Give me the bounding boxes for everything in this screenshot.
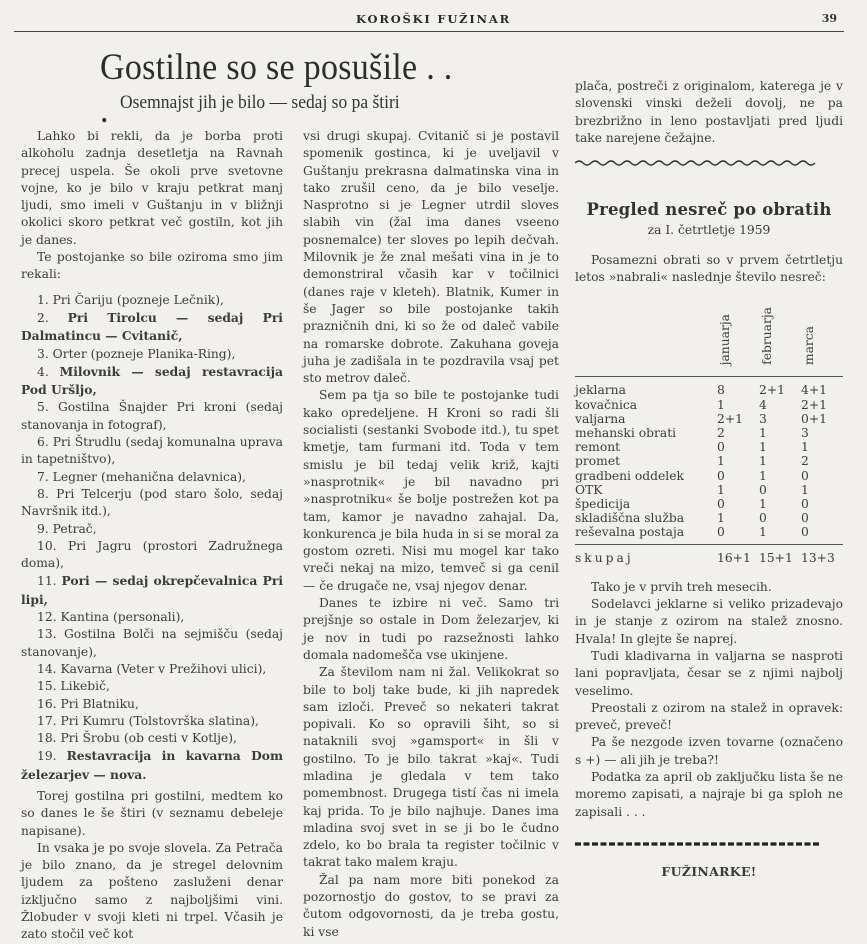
department-name: kovačnica <box>575 397 638 412</box>
total-label: skupaj <box>575 550 634 565</box>
column-3 <box>575 78 843 880</box>
accident-count: 0 <box>717 497 725 511</box>
accidents-table-body <box>575 377 843 544</box>
list-item-current: Pri Tirolcu — sedaj Pri Dalmatincu — Cvitanič, <box>21 309 283 344</box>
list-item-text: Pri Blatniku, <box>60 696 139 711</box>
list-number: 5. <box>37 400 49 415</box>
department-name: gradbeni oddelek <box>575 468 684 483</box>
inn-list-item <box>21 747 283 784</box>
list-item-current: Milovnik — sedaj restavracija Pod Uršljo, <box>21 363 283 398</box>
paragraph-placa: plača, postreči z originalom, katerega je v slovenski vinski deželi dovolj, ne pa brezbrižno in leno postavljati pred ljudi take narejene čežajne. <box>575 79 843 145</box>
table-row <box>575 525 843 544</box>
accident-count: 0 <box>801 468 809 483</box>
department-name: remont <box>575 440 621 455</box>
accident-count: 1 <box>759 525 767 540</box>
accident-count: 1 <box>717 511 725 526</box>
table-row <box>575 398 843 412</box>
list-number: 2. <box>37 310 49 325</box>
list-number: 16. <box>37 696 57 711</box>
list-item-text: Pri Štrudlu (sedaj komunalna uprava in tapetništvo), <box>21 435 283 467</box>
accident-count: 0 <box>717 440 725 455</box>
inn-list-item <box>21 486 283 521</box>
accident-count: 1 <box>717 482 725 497</box>
paragraph-vsaka: In vsaka je po svoje slovela. Za Petrača je bilo znano, da je stregel delovnim ljudem za pošteno zasluženi denar izključno samo z najboljšimi vini. Žlobuder v svoji kleti ni trpel. Včasih je zato stočil več kot <box>21 840 283 942</box>
accident-count: 0 <box>717 525 725 540</box>
list-number: 15. <box>37 679 57 694</box>
accidents-title: Pregled nesreč po obratih <box>586 200 832 220</box>
total-value: 16+1 <box>717 550 751 565</box>
column-header: januarja <box>718 313 732 366</box>
list-item-text: Legner (mehanična delavnica), <box>52 469 246 484</box>
list-item-text: Pri Kumru (Tolstovrška slatina), <box>60 713 259 728</box>
inn-list-item <box>21 626 283 661</box>
table-row <box>575 469 843 483</box>
accident-count: 1 <box>759 497 767 511</box>
list-number: 18. <box>37 731 57 746</box>
accident-count: 2 <box>801 454 809 469</box>
list-number: 1. <box>37 292 49 307</box>
accident-count: 2 <box>717 425 725 440</box>
paragraph-intro: Lahko bi rekli, da je borba proti alkoholu zadnja desetletja na Ravnah precej uspela. Še okoli prve svetovne vojne, ko je bilo v kraju petkrat manj ljudi, smo imeli v Guštanju in v bližnji okolici skoro petkrat več gostiln, kot jih je danes. <box>21 129 283 247</box>
journal-name: KOROŠKI FUŽINAR <box>356 12 511 26</box>
department-name: promet <box>575 454 621 469</box>
table-row <box>575 483 843 497</box>
inn-list-item <box>21 469 283 486</box>
department-name: valjarna <box>575 411 626 426</box>
table-row <box>575 426 843 440</box>
ornamental-divider <box>575 839 820 849</box>
accident-count: 3 <box>801 425 809 440</box>
accident-count: 1 <box>801 440 809 455</box>
list-number: 9. <box>37 521 49 536</box>
accidents-table-wrap <box>575 290 843 564</box>
inn-list-item <box>21 696 283 713</box>
list-item-text: Pri Telcerju (pod staro šolo, sedaj Navršnik itd.), <box>21 486 283 519</box>
accidents-paragraph-2: Sodelavci jeklarne si veliko prizadevajo in je stanje z ozirom na stalež znosno. Hvala! In glejte še naprej. <box>575 597 843 646</box>
inn-list-item <box>21 521 283 538</box>
table-row <box>575 377 843 398</box>
inn-list-item <box>21 678 283 695</box>
accident-count: 0 <box>759 482 767 497</box>
paragraph-vsaka-cont: vsi drugi skupaj. Cvitanič si je postavil spomenik gostinca, ki je uveljavil v Guštanju prekrasna dalmatinska vina in tako zrušil ceno, da je bilo veselje. Nasprotno si je Legner utrdil sloves slabih vin (žal ima danes vseeno posnemalce) ter sloves po lepih dečvah. Milovnik je že znal mešati vina in je to demonstriral včasih kar v točilnici (danes raje v kleteh). Blatnik, Kumer in še Jager so bile postojanke takih prazničnih dni, ki so že od daleč vabile na romarske dobrote. Zakuhana goveja juha je zadišala in te pozdravila vsaj pet sto metrov daleč. <box>303 129 559 386</box>
running-head <box>0 10 867 30</box>
accidents-paragraph-4: Preostali z ozirom na stalež in opravek: preveč, preveč! <box>575 700 843 733</box>
list-item-current: Restavracija in kavarna Dom železarjev — nova. <box>21 748 283 782</box>
accident-count: 0 <box>801 525 809 540</box>
department-name: špedicija <box>575 497 631 511</box>
accident-count: 1 <box>717 454 725 469</box>
accident-count: 0 <box>717 468 725 483</box>
list-item-text: Pri Jagru (prostori Zadružnega doma), <box>21 538 283 571</box>
paragraph-torej: Torej gostilna pri gostilni, medtem ko so danes le še štiri (v seznamu debeleje napisane). <box>21 788 283 838</box>
page-number: 39 <box>821 12 837 25</box>
list-item-current: Pori — sedaj okrepčevalnica Pri lipi, <box>21 573 283 607</box>
inn-list-item <box>21 538 283 573</box>
paragraph-danes: Danes te izbire ni več. Samo tri prejšnje so ostale in Dom železarjev, ki je nov in tudi po razsežnosti lahko domala nadomešča vse ukinjene. <box>303 596 559 662</box>
inn-list <box>21 292 283 784</box>
accidents-table <box>575 290 843 564</box>
wavy-divider <box>575 157 820 167</box>
list-number: 13. <box>37 627 57 642</box>
list-item-text: Gostilna Šnajder Pri kroni (sedaj stanovanja in fotograf), <box>21 400 283 432</box>
header-blank <box>575 290 717 377</box>
column-2 <box>303 128 559 941</box>
list-number: 11. <box>37 574 57 589</box>
accident-count: 4 <box>759 397 767 412</box>
list-item-text: Kantina (personali), <box>60 610 185 625</box>
inn-list-item <box>21 363 283 400</box>
inn-list-item <box>21 292 283 309</box>
accident-count: 1 <box>759 468 767 483</box>
list-number: 14. <box>37 661 57 676</box>
department-name: jeklarna <box>575 383 626 398</box>
accident-count: 2+1 <box>759 383 785 398</box>
accidents-subtitle: za I. četrtletje 1959 <box>647 223 771 238</box>
list-item-text: Pri Čariju (pozneje Lečnik), <box>52 292 224 307</box>
accident-count: 0+1 <box>801 411 827 426</box>
list-item-text: Gostilna Bolči na sejmišču (sedaj stanovanje), <box>21 627 283 659</box>
table-row <box>575 497 843 511</box>
table-row <box>575 412 843 426</box>
accidents-paragraph-5: Pa še nezgode izven tovarne (označeno s +) — ali jih je treba?! <box>575 735 843 767</box>
paragraph-intro-2: Te postojanke so bile oziroma smo jim rekali: <box>21 250 283 282</box>
accident-count: 0 <box>759 511 767 526</box>
accident-count: 0 <box>801 497 809 511</box>
table-row <box>575 454 843 468</box>
list-number: 4. <box>37 364 49 379</box>
inn-list-item <box>21 661 283 678</box>
accident-count: 0 <box>801 511 809 526</box>
inn-list-item <box>21 346 283 363</box>
accidents-intro: Posamezni obrati so v prvem četrtletju letos »nabrali« naslednje število nesreč: <box>575 252 843 285</box>
accident-count: 1 <box>759 425 767 440</box>
column-header: februarja <box>760 307 774 366</box>
accident-count: 3 <box>759 411 767 426</box>
list-number: 12. <box>37 610 57 625</box>
paragraph-za: Za številom nam ni žal. Velikokrat so bile to bolj take bude, ki jih napredek sam izloči. Preveč so nekateri takrat popivali. Ko so opravili šiht, so si nataknili svoj »gamsport« in šli v gostilno. To je bilo takrat »kaj«. Tudi mladina je gledala v tem tako pomembnost. Drugega tistí čas ni imela kaj prida. To je bilo najhuje. Danes ima mladina svoj svet in se ji bo le čudno zdelo, ko bo brala ta register točilnic v takrat tako malem kraju. <box>303 665 559 870</box>
paragraph-sem: Sem pa tja so bile te postojanke tudi kako opredeljene. H Kroni so radi šli socialisti (sestanki Svobode itd.), tu spet kmetje, tam furmani itd. Toda v tem smislu je bil tedaj velik križ, kajti »nasprotnik« je bil navadno pri »nasprotniku« še bolje postrežen kot pa tam, kamor je navadno zahajal. Da, konkurenca je bila huda in si se moral za gostom ozreti. Nisi mu mogel kar tako vreči nekaj na mizo, temveč si ga cenil — če drugače ne, vsaj njegov denar. <box>303 388 559 593</box>
inn-list-item <box>21 572 283 609</box>
paragraph-zal: Žal pa nam more biti ponekod za pozornostjo do gostov, to se pravi za čutom odgovornosti, da je treba gostu, ki vse <box>303 872 559 939</box>
list-number: 7. <box>37 469 49 484</box>
list-item-text: Kavarna (Veter v Prežihovi ulici), <box>60 661 267 676</box>
accident-count: 1 <box>759 440 767 455</box>
article-subtitle: Osemnajst jih je bilo — sedaj so pa štiri <box>120 92 400 113</box>
accident-count: 2+1 <box>717 411 743 426</box>
table-header-row <box>575 290 843 377</box>
table-total-row <box>575 544 843 565</box>
column-1 <box>21 128 283 944</box>
accidents-paragraph-1: Tako je v prvih treh mesecih. <box>591 579 772 594</box>
list-item-text: Orter (pozneje Planika-Ring), <box>52 346 236 361</box>
list-number: 3. <box>37 346 49 361</box>
accident-count: 1 <box>759 454 767 469</box>
accident-count: 2+1 <box>801 397 827 412</box>
header-rule <box>14 31 844 32</box>
inn-list-item <box>21 434 283 469</box>
department-name: mehanski obrati <box>575 425 677 440</box>
department-name: OTK <box>575 482 603 497</box>
total-value: 13+3 <box>801 550 835 565</box>
accident-count: 1 <box>801 482 809 497</box>
accidents-paragraph-3: Tudi kladivarna in valjarna se nasproti lani popravljata, česar se z njimi najbolj veselimo. <box>575 649 843 698</box>
list-number: 6. <box>37 435 49 450</box>
article-title: Gostilne so se posušile . . . <box>100 47 453 131</box>
total-value: 15+1 <box>759 550 793 565</box>
accident-count: 8 <box>717 383 725 398</box>
accidents-paragraph-6: Podatka za april ob zaključku lista še ne moremo zapisati, a najraje bi ga sploh ne zapisali . . . <box>575 770 843 819</box>
inn-list-item <box>21 309 283 346</box>
list-item-text: Petrač, <box>52 521 97 536</box>
inn-list-item <box>21 713 283 730</box>
list-item-text: Pri Šrobu (ob cesti v Kotlje), <box>60 731 237 746</box>
inn-list-item <box>21 399 283 434</box>
accident-count: 1 <box>717 397 725 412</box>
table-row <box>575 511 843 525</box>
list-item-text: Likebič, <box>60 679 110 694</box>
table-row <box>575 440 843 454</box>
column-header: marca <box>802 325 816 366</box>
department-name: reševalna postaja <box>575 525 685 540</box>
list-number: 10. <box>37 538 57 553</box>
accident-count: 4+1 <box>801 383 827 398</box>
inn-list-item <box>21 609 283 626</box>
inn-list-item <box>21 730 283 747</box>
list-number: 17. <box>37 713 57 728</box>
department-name: skladiščna služba <box>575 511 685 526</box>
list-number: 8. <box>37 486 49 501</box>
list-number: 19. <box>37 749 57 764</box>
next-section-title: FUŽINARKE! <box>661 863 757 879</box>
